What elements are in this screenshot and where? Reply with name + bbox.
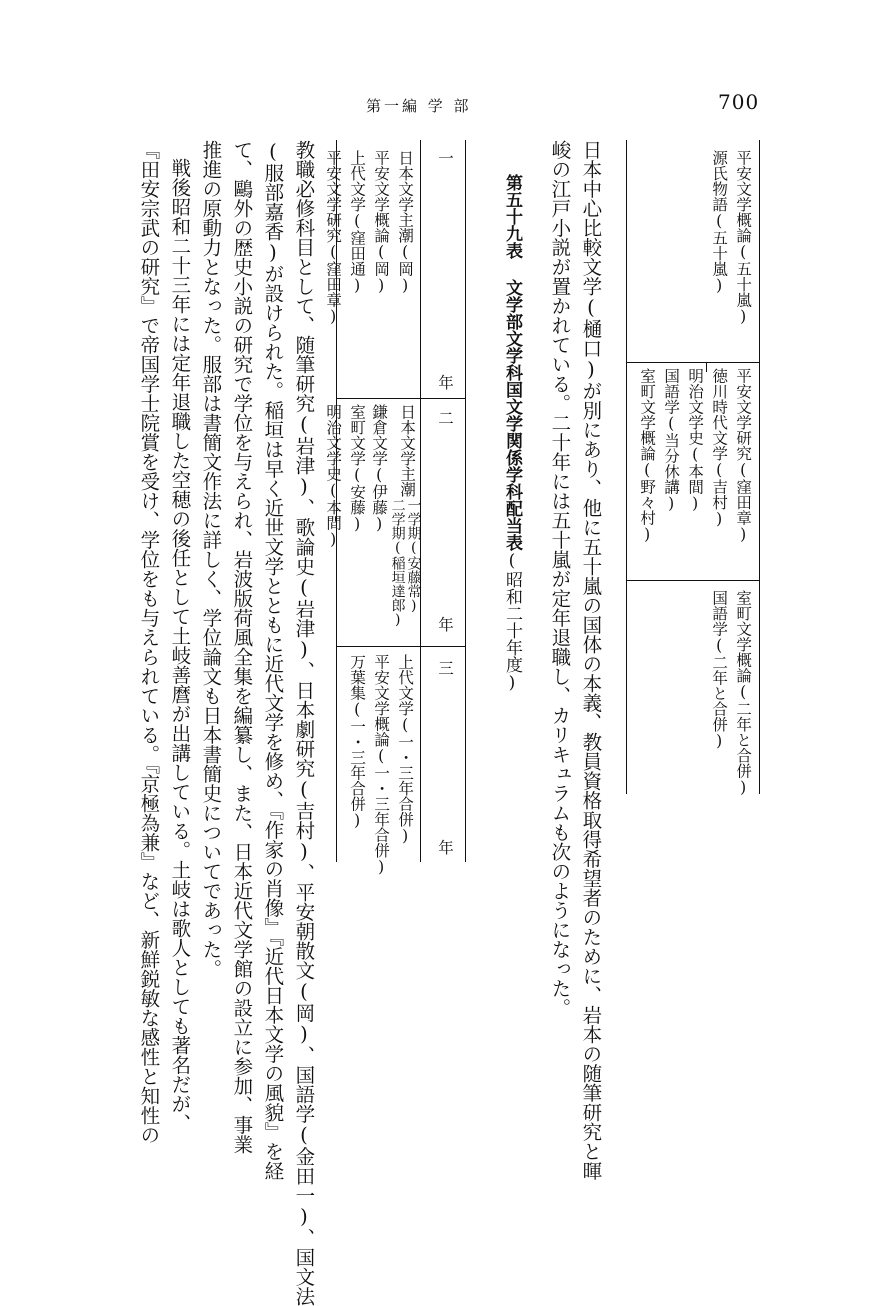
table-cell: 徳川時代文学(吉村) <box>710 368 729 528</box>
page-number: 700 <box>718 90 760 114</box>
table-cell-subitem: 二学期(稲垣達郎) <box>389 498 406 628</box>
table-divider <box>626 362 760 363</box>
table-cell: 室町文学(安藤) <box>348 404 367 533</box>
body-text-line: 戦後昭和二十三年には定年退職した空穂の後任として土岐善麿が出講している。土岐は歌人としても著名だが、 <box>168 158 192 1133</box>
column-header-year-1: 一 年 <box>436 150 454 390</box>
column-header-year-3: 三 年 <box>436 660 454 855</box>
table-cell: 平安文学研究(窪田章) <box>324 150 343 326</box>
table-divider <box>626 580 760 581</box>
table-cell: 源氏物語(五十嵐) <box>710 150 729 295</box>
table-cell: 国語学(二年と合併) <box>710 590 729 750</box>
column-header-year-2: 二 年 <box>436 410 454 632</box>
running-header: 第一編 学 部 <box>366 97 472 115</box>
table-cell: 室町文学概論(野々村) <box>638 368 657 544</box>
table-cell: 万葉集(一・三年合併) <box>348 654 367 830</box>
table-cell: 日本文学主潮(岡) <box>396 150 415 295</box>
table-cell-subitem: 一学期(安藤常) <box>405 498 422 614</box>
table-cell: 平安文学研究(窪田章) <box>734 368 753 544</box>
body-text-line: 『田安宗武の研究』で帝国学士院賞を受け、学位をも与えられている。『京極為兼』など、新鮮鋭敏な感性と知性の <box>137 140 161 1145</box>
table-cell: 明治文学史(本間) <box>686 368 705 513</box>
table-caption-year: (昭和二十年度) <box>502 551 522 693</box>
body-text-line: 教職必修科目として、随筆研究(岩津)、歌論史(岩津)、日本劇研究(吉村)、平安朝散文(岡)、国語学(金田一)、国文法 <box>292 140 316 1306</box>
table-cell: 明治文学史(本間) <box>324 404 343 549</box>
table-caption <box>500 174 525 693</box>
table-cell: 平安文学概論(岡) <box>372 150 391 295</box>
table-cell: 平安文学概論(五十嵐) <box>734 150 753 326</box>
table-cell: 室町文学概論(二年と合併) <box>734 590 753 797</box>
body-text-line: 推進の原動力となった。服部は書簡文作法に詳しく、学位論文も日本書簡史についてであった。 <box>199 140 223 979</box>
table-cell: 平安文学概論(一・三年合併) <box>372 654 391 876</box>
table-cell: 鎌倉文学(伊藤) <box>370 404 389 533</box>
table-cell: 国語学(当分休講) <box>662 368 681 513</box>
table-cell: 上代文学(一・三年合併) <box>396 654 415 845</box>
body-text-line: (服部嘉香)が設けられた。稲垣は早く近世文学とともに近代文学を修め、『作家の肖像』『近代日本文学の風貌』を経 <box>261 140 285 1181</box>
table-divider <box>336 398 466 399</box>
body-text-line: て、鷗外の歴史小説の研究で学位を与えられ、岩波版荷風全集を編纂し、また、日本近代文学館の設立に参加、事業 <box>230 140 254 1154</box>
body-text-line: 日本中心比較文学(樋口)が別にあり、他に五十嵐の国体の本義、教員資格取得希望者のために、岩本の随筆研究と暉 <box>579 140 603 1181</box>
table-divider <box>336 646 466 647</box>
table-cell: 上代文学(窪田通) <box>348 150 367 295</box>
table-cell: 日本文学主潮 <box>398 404 417 497</box>
body-text-line: 峻の江戸小説が置かれている。二十年には五十嵐が定年退職し、カリキュラムも次のようになった。 <box>548 140 572 1018</box>
table-caption-title: 第五十九表 文学部文学科国文学関係学科配当表 <box>502 174 522 551</box>
